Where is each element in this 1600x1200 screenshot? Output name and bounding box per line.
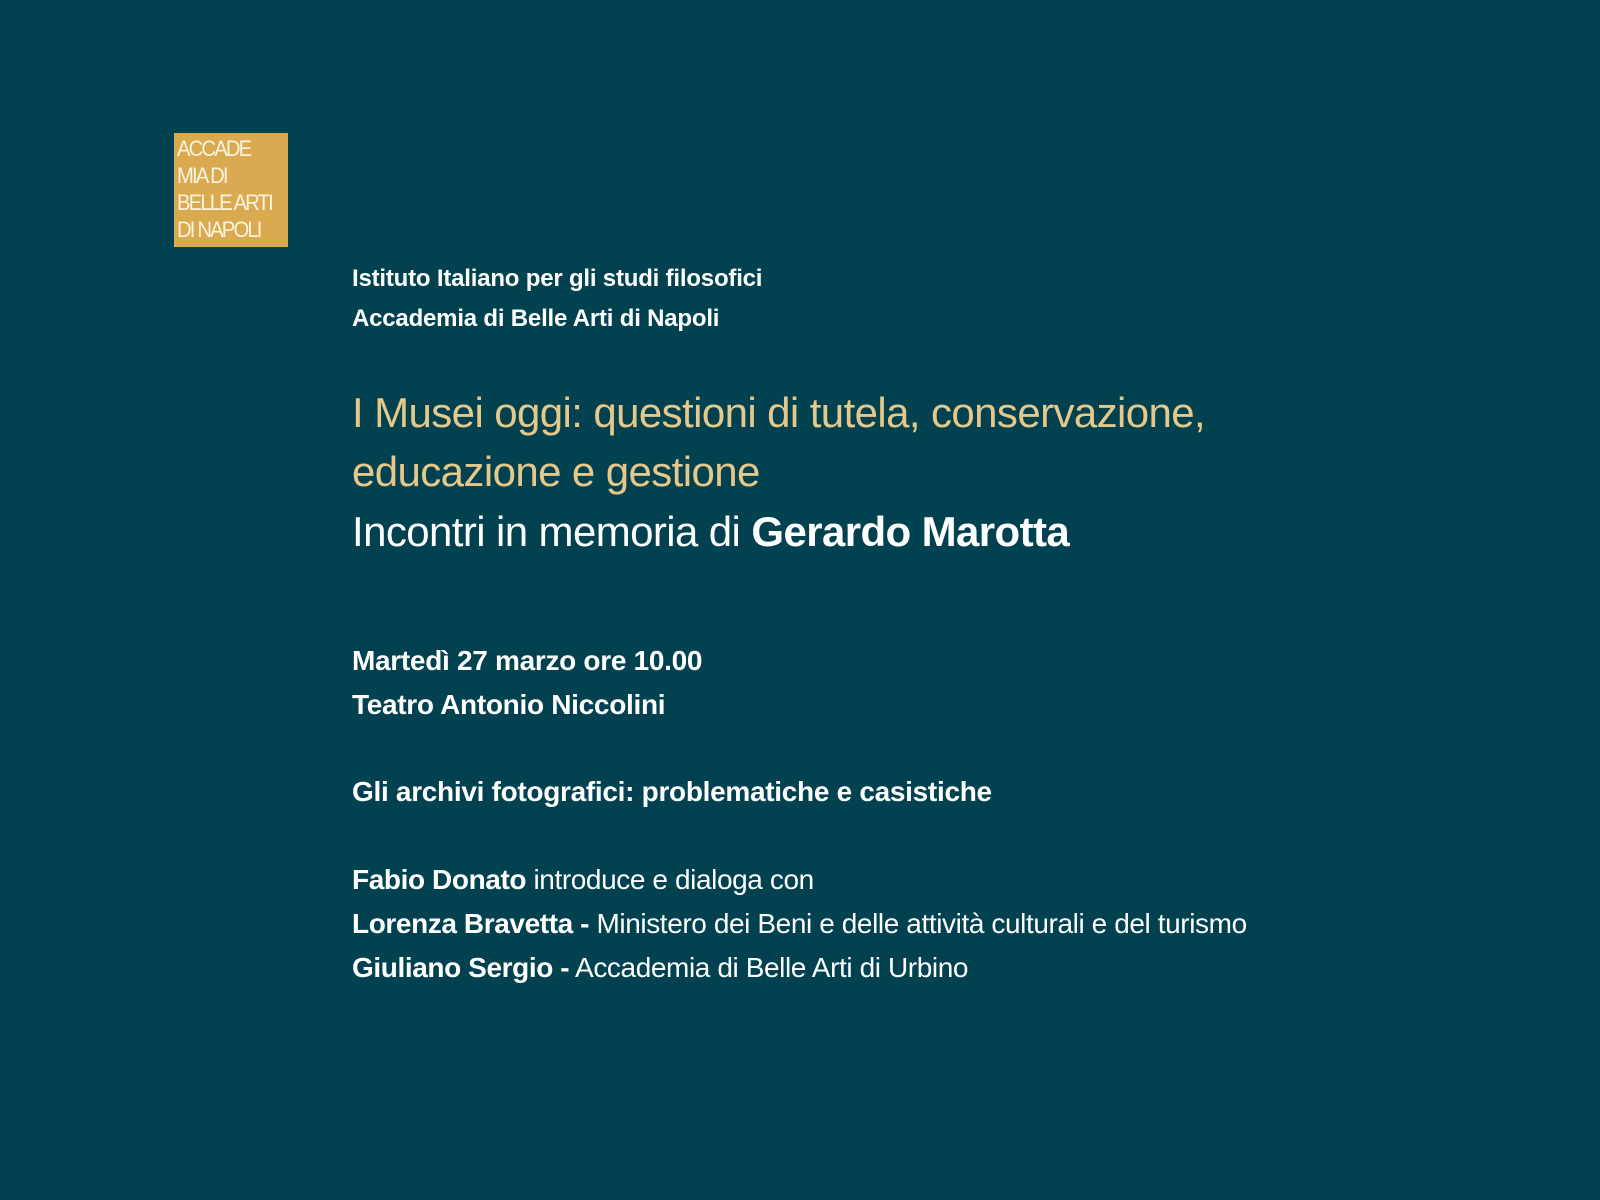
speaker-role: Ministero dei Beni e delle attività culturali e del turismo (589, 908, 1247, 939)
academy-logo (174, 133, 288, 247)
event-topic: Gli archivi fotografici: problematiche e casistiche (352, 776, 992, 807)
speaker-name: Lorenza Bravetta - (352, 908, 590, 939)
subtitle-prefix: Incontri in memoria di (352, 508, 741, 555)
event-venue: Teatro Antonio Niccolini (352, 689, 666, 720)
event-title-line-2: educazione e gestione (352, 448, 760, 495)
speaker-role: Accademia di Belle Arti di Urbino (569, 952, 969, 983)
speaker-name: Fabio Donato (352, 864, 527, 895)
speaker-line (352, 864, 814, 896)
logo-text-line: BELLE ARTI (177, 190, 272, 215)
organizer-institute: Istituto Italiano per gli studi filosofici (352, 265, 763, 292)
speaker-line (352, 952, 968, 984)
event-subtitle (352, 508, 1069, 556)
event-title-line-1: I Musei oggi: questioni di tutela, conservazione, (352, 389, 1206, 436)
honoree-name: Gerardo Marotta (751, 508, 1070, 555)
speaker-line (352, 908, 1247, 940)
logo-text-line: MIA DI (177, 163, 227, 188)
event-date: Martedì 27 marzo ore 10.00 (352, 645, 703, 676)
organizer-academy: Accademia di Belle Arti di Napoli (352, 305, 720, 332)
logo-text-line: DI NAPOLI (177, 217, 261, 242)
speaker-role: introduce e dialoga con (526, 864, 814, 895)
speaker-name: Giuliano Sergio - (352, 952, 570, 983)
logo-text-line: ACCADE (177, 136, 251, 161)
